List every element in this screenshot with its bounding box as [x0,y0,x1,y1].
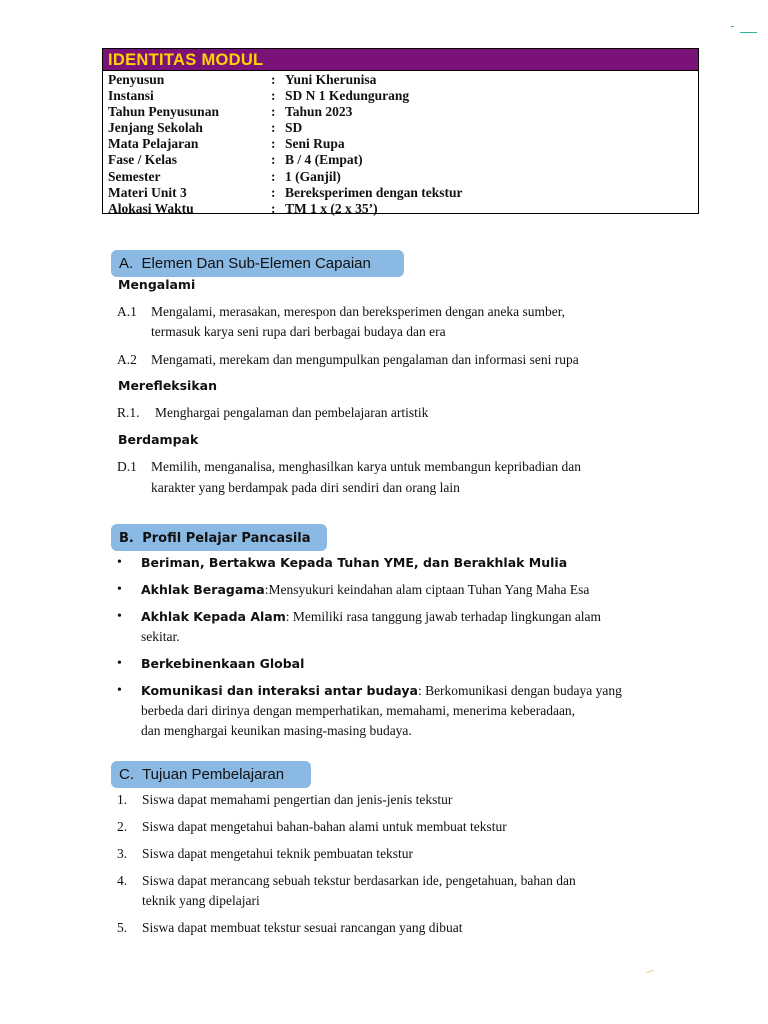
identity-row [108,104,698,120]
identity-row [108,201,698,217]
section-b-heading [111,524,327,551]
identity-rows [103,71,698,217]
item-line: Mengamati, merekam dan mengumpulkan pengalaman dan informasi seni rupa [151,352,579,367]
bullet-icon: • [117,609,122,624]
section-c-letter: C. [119,766,134,783]
bullet-icon: • [117,683,122,698]
identity-label: Jenjang Sekolah [108,120,203,136]
profil-item-bold: Komunikasi dan interaksi antar budaya [141,683,418,698]
decorative-line [740,32,757,33]
identity-label: Alokasi Waktu [108,200,194,216]
identity-colon: : [271,88,276,104]
identity-title: IDENTITAS MODUL [103,49,698,71]
profil-item [117,681,622,741]
item-line: Siswa dapat membuat tekstur sesuai rancangan yang dibuat [142,920,463,935]
item-number: 2. [117,819,128,834]
identity-label: Materi Unit 3 [108,184,187,200]
profil-item-cont: dan menghargai keunikan masing-masing budaya. [141,723,412,738]
identity-colon: : [271,168,276,184]
identity-label: Instansi [108,88,154,104]
identity-value: SD N 1 Kedungurang [285,88,410,104]
item-number: 5. [117,920,128,935]
section-b-title: Profil Pelajar Pancasila [142,531,311,546]
identity-colon: : [271,136,276,152]
item-number: 4. [117,873,128,888]
group-title-berdampak: Berdampak [118,432,199,447]
identity-row [108,185,698,201]
item-line: Memilih, menganalisa, menghasilkan karya untuk membangun kepribadian dan [151,459,582,474]
item-code: R.1. [117,405,140,420]
identity-table [102,48,699,214]
profil-item [117,654,304,674]
profil-item-bold: Beriman, Bertakwa Kepada Tuhan YME, dan Berakhlak Mulia [141,555,568,570]
section-a-title: Elemen Dan Sub-Elemen Capaian [141,255,371,272]
identity-row [108,120,698,136]
identity-value: 1 (Ganjil) [285,168,341,184]
profil-item [117,607,601,647]
bullet-icon: • [117,582,122,597]
identity-value: SD [285,120,303,136]
identity-row [108,88,698,104]
item-line: Mengalami, merasakan, merespon dan bereksperimen dengan aneka sumber, [151,304,566,319]
identity-row [108,169,698,185]
identity-value: Bereksperimen dengan tekstur [285,184,463,200]
group-title-mengalami: Mengalami [118,277,196,292]
profil-item-text: :Mensyukuri keindahan alam ciptaan Tuhan Yang Maha Esa [264,582,590,597]
identity-colon: : [271,104,276,120]
identity-row [108,72,698,88]
profil-item-bold: Berkebinenkaan Global [141,656,305,671]
identity-label: Fase / Kelas [108,152,177,168]
section-a-heading [111,250,404,277]
decorative-mark [646,970,654,974]
identity-row [108,152,698,168]
profil-item-bold: Akhlak Kepada Alam [141,609,286,624]
section-a-letter: A. [119,255,134,272]
item-line: karakter yang berdampak pada diri sendiri dan orang lain [151,480,460,495]
item-line: teknik yang dipelajari [142,893,260,908]
profil-item-text: : Memiliki rasa tanggung jawab terhadap lingkungan alam [285,609,602,624]
identity-value: Yuni Kherunisa [285,72,377,87]
identity-colon: : [271,152,276,168]
profil-item-cont: sekitar. [141,629,180,644]
item-line: Siswa dapat merancang sebuah tekstur berdasarkan ide, pengetahuan, bahan dan [142,873,576,888]
identity-value: Tahun 2023 [285,104,353,120]
profil-item [117,553,567,573]
decorative-mark [731,26,734,27]
profil-item [117,580,589,600]
identity-colon: : [271,184,276,200]
identity-row [108,136,698,152]
item-line: Siswa dapat mengetahui teknik pembuatan tekstur [142,846,414,861]
item-number: 1. [117,792,128,807]
item-code: A.1 [117,304,137,319]
item-line: Siswa dapat mengetahui bahan-bahan alami untuk membuat tekstur [142,819,507,834]
bullet-icon: • [117,555,122,570]
profil-item-text: : Berkomunikasi dengan budaya yang [417,683,622,698]
item-code: D.1 [117,459,137,474]
item-number: 3. [117,846,128,861]
section-c-title: Tujuan Pembelajaran [142,766,285,783]
identity-colon: : [271,120,276,136]
identity-value: TM 1 x (2 x 35’) [285,200,378,216]
identity-value: Seni Rupa [285,136,345,152]
identity-label: Mata Pelajaran [108,136,199,152]
identity-colon: : [271,200,276,216]
item-line: Siswa dapat memahami pengertian dan jenis-jenis tekstur [142,792,453,807]
identity-label: Penyusun [108,72,165,87]
item-code: A.2 [117,352,137,367]
section-c-heading [111,761,311,788]
identity-label: Semester [108,168,161,184]
item-line: termasuk karya seni rupa dari berbagai budaya dan era [151,324,446,339]
identity-value: B / 4 (Empat) [285,152,363,168]
identity-label: Tahun Penyusunan [108,104,219,120]
bullet-icon: • [117,656,122,671]
profil-item-cont: berbeda dari dirinya dengan memperhatikan, memahami, menerima keberadaan, [141,703,576,718]
item-line: Menghargai pengalaman dan pembelajaran artistik [155,405,429,420]
profil-item-bold: Akhlak Beragama [141,582,265,597]
identity-colon: : [271,72,276,87]
section-b-letter: B. [119,531,134,546]
group-title-merefleksikan: Merefleksikan [118,378,217,393]
